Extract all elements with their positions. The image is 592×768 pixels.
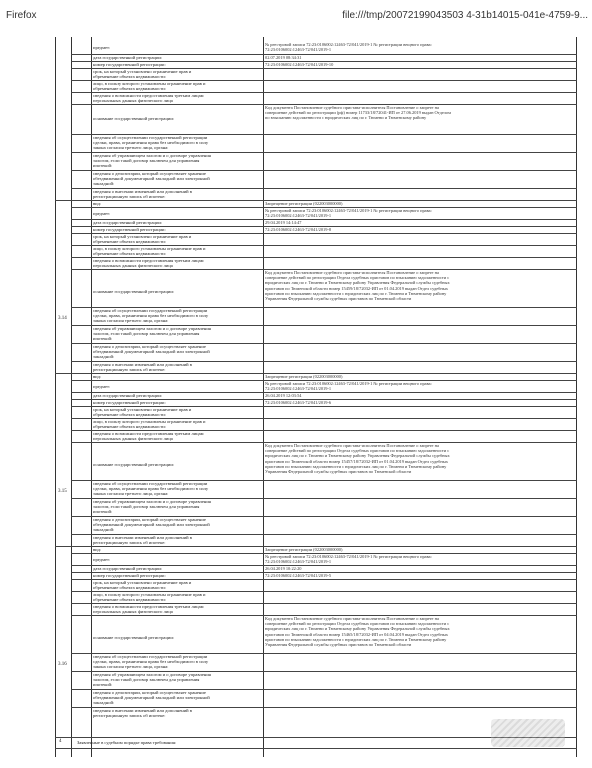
label-reg-num: номер государственной регистрации: [93,227,166,232]
value-basis: Код документа Постановление судебного пристава-исполнителя Постановление о запрете на совершение действий по регистрации Отдела судебных приставов по взысканию задолженности с юридических лиц по г. Тюмени и Тюменскому району Управления Федеральной службы судебных приставов по Тюменской области номер 15465/18/72032-ИП от 04.04.2019 выдан Отдел судебных приставов по взысканию задолженности с юридических лиц по г. Тюмени и Тюменскому району Управления Федеральной службы судебных приставов по Тюменской области [265,616,450,648]
label-persons: лицо, в пользу которого установлены ограничение прав и обременение объекта недвижимости: [93,246,206,257]
value-kind: Запрещение регистрации (022003000000) [265,201,343,206]
col-line-values [263,37,264,757]
label-pledge: сведения об управляющем залогом и о договоре управления залогом, если такой договор заключен для управления ипотекой: [93,672,211,688]
label-consent: сведения об осуществлении государственной регистрации сделки, права, ограничения права без необходимого в силу закона согласия третьего лица, органа: [93,308,209,324]
col-line-labels [91,37,92,757]
label-persons: лицо, в пользу которого установлены ограничение прав и обременение объекта недвижимости: [93,419,206,430]
value-reg-num: 72:23:0106002:12463-72/041/2019-6 [265,400,332,405]
browser-titlebar [0,0,592,22]
label-depositary: сведения о депозитарии, который осуществляет хранение обездвиженной документарной закладной или электронной закладной: [93,517,210,533]
label-reg-num: номер государственной регистрации: [93,62,166,67]
value-reg-num: 72:23:0106002:12463-72/041/2019-8 [265,227,332,232]
value-subject: № реестровой записи 72:23:0106002:12463-72/041/2019-1 № регистрации вещного права: 72:23:0106002:12463-72/041/2019-1 [265,554,432,565]
label-consent: сведения об осуществлении государственной регистрации сделки, права, ограничения права без необходимого в силу закона согласия третьего лица, органа: [93,135,209,151]
label-term: срок, на который установлено ограничение прав и обременение объекта недвижимости: [93,580,192,591]
label-changes: сведения о внесении изменений или дополнений в регистрационную запись об ипотеке: [93,362,192,373]
label-depositary: сведения о депозитарии, который осуществляет хранение обездвиженной документарной закладной или электронной закладной: [93,171,210,187]
label-pledge: сведения об управляющем залогом и о договоре управления залогом, если такой договор заключен для управления ипотекой: [93,326,211,342]
col-line-number [71,37,72,757]
label-term: срок, на который установлено ограничение прав и обременение объекта недвижимости: [93,234,192,245]
section-number: 3.16 [58,662,67,667]
label-depositary: сведения о депозитарии, который осуществляет хранение обездвиженной документарной закладной или электронной закладной: [93,344,210,360]
footer-label: Заявленные в судебном порядке права требования: [77,740,177,745]
value-basis: Код документа Постановление судебного пристава-исполнителя Постановление о запрете на совершение действий по регистрации (рф) номер 11733/18/72041-ИП от 27.06.2019 выдан Отделом по взысканию задолженности с юридических лиц по г. Тюмени и Тюменскому району [265,105,451,121]
label-changes: сведения о внесении изменений или дополнений в регистрационную запись об ипотеке: [93,189,192,200]
label-third: сведения о возможности предоставления третьим лицам персональных данных физического лица [93,604,204,615]
label-persons: лицо, в пользу которого установлены ограничение прав и обременение объекта недвижимости: [93,81,206,92]
label-pledge: сведения об управляющем залогом и о договоре управления залогом, если такой договор заключен для управления ипотекой: [93,499,211,515]
value-reg-num: 72:23:0106002:12463-72/041/2019-10 [265,62,334,67]
app-name: Firefox [6,10,37,21]
label-reg-date: дата государственной регистрации: [93,393,163,398]
label-third: сведения о возможности предоставления третьим лицам персональных данных физического лица [93,431,204,442]
label-subject: предмет: [93,45,111,50]
label-third: сведения о возможности предоставления третьим лицам персональных данных физического лица [93,258,204,269]
col-line-right [576,37,577,757]
label-term: срок, на который установлено ограничение прав и обременение объекта недвижимости: [93,69,192,80]
value-kind: Запрещение регистрации (022003000000) [265,547,343,552]
value-subject: № реестровой записи 72:23:0106002:12463-72/041/2019-1 № регистрации вещного права: 72:23:0106002:12463-72/041/2019-1 [265,208,432,219]
label-subject: предмет: [93,557,111,562]
label-kind: вид: [93,201,102,206]
label-subject: предмет: [93,211,111,216]
stamp-watermark [491,719,565,747]
label-third: сведения о возможности предоставления третьим лицам персональных данных физического лица [93,93,204,104]
label-pledge: сведения об управляющем залогом и о договоре управления залогом, если такой договор заключен для управления ипотекой: [93,153,211,169]
document-page [55,37,577,757]
value-subject: № реестровой записи 72:23:0106002:12463-72/041/2019-1 № регистрации вещного права: 72:23:0106002:12463-72/041/2019-1 [265,381,432,392]
label-basis: основание государственной регистрации: [93,116,175,121]
label-changes: сведения о внесении изменений или дополнений в регистрационную запись об ипотеке: [93,708,192,719]
label-reg-num: номер государственной регистрации: [93,400,166,405]
value-kind: Запрещение регистрации (022003000000) [265,374,343,379]
label-basis: основание государственной регистрации: [93,289,175,294]
value-reg-date: 02.07.2019 08:34:31 [265,55,302,60]
label-reg-date: дата государственной регистрации: [93,55,163,60]
label-basis: основание государственной регистрации: [93,462,175,467]
value-reg-num: 72:23:0106002:12463-72/041/2019-5 [265,573,332,578]
section-line [55,748,577,749]
label-reg-num: номер государственной регистрации: [93,573,166,578]
section-number: 3.14 [58,316,67,321]
label-changes: сведения о внесении изменений или дополнений в регистрационную запись об ипотеке: [93,535,192,546]
col-line-outer [55,37,56,757]
url-text[interactable]: file:///tmp/20072199043503 4-31b14015-041e-4759-9... [342,10,588,21]
label-subject: предмет: [93,384,111,389]
label-consent: сведения об осуществлении государственной регистрации сделки, права, ограничения права без необходимого в силу закона согласия третьего лица, органа: [93,481,209,497]
label-basis: основание государственной регистрации: [93,635,175,640]
value-basis: Код документа Постановление судебного пристава-исполнителя Постановление о запрете на совершение действий по регистрации Отдела судебных приставов по взысканию задолженности с юридических лиц по г. Тюмени и Тюменскому району Управления Федеральной службы судебных приставов по Тюменской области номер 15457/18/72032-ИП от 01.04.2019 выдан Отдел судебных приставов по взысканию задолженности с юридических лиц по г. Тюмени и Тюменскому району Управления Федеральной службы судебных приставов по Тюменской области [265,443,450,475]
label-depositary: сведения о депозитарии, который осуществляет хранение обездвиженной документарной закладной или электронной закладной: [93,690,210,706]
label-persons: лицо, в пользу которого установлены ограничение прав и обременение объекта недвижимости: [93,592,206,603]
value-reg-date: 26.04.2019 10:22:20 [265,566,302,571]
label-reg-date: дата государственной регистрации: [93,220,163,225]
label-term: срок, на который установлено ограничение прав и обременение объекта недвижимости: [93,407,192,418]
value-reg-date: 26.04.2019 12:03:54 [265,393,302,398]
value-reg-date: 29.04.2019 14:14:47 [265,220,302,225]
label-consent: сведения об осуществлении государственной регистрации сделки, права, ограничения права без необходимого в силу закона согласия третьего лица, органа: [93,654,209,670]
footer-number: 4 [59,739,62,744]
value-subject: № реестровой записи 72:23:0106002:12463-72/041/2019-1 № регистрации вещного права: 72:23:0106002:12463-72/041/2019-1 [265,42,432,53]
label-kind: вид: [93,374,102,379]
label-kind: вид: [93,547,102,552]
section-number: 3.15 [58,489,67,494]
value-basis: Код документа Постановление судебного пристава-исполнителя Постановление о запрете на совершение действий по регистрации Отдела судебных приставов по взысканию задолженности с юридических лиц по г. Тюмени и Тюменскому району Управления Федеральной службы судебных приставов по Тюменской области номер 15459/18/72032-ИП от 01.04.2019 выдан Отдел судебных приставов по взысканию задолженности с юридических лиц по г. Тюмени и Тюменскому району Управления Федеральной службы судебных приставов по Тюменской области [265,270,450,302]
label-reg-date: дата государственной регистрации: [93,566,163,571]
